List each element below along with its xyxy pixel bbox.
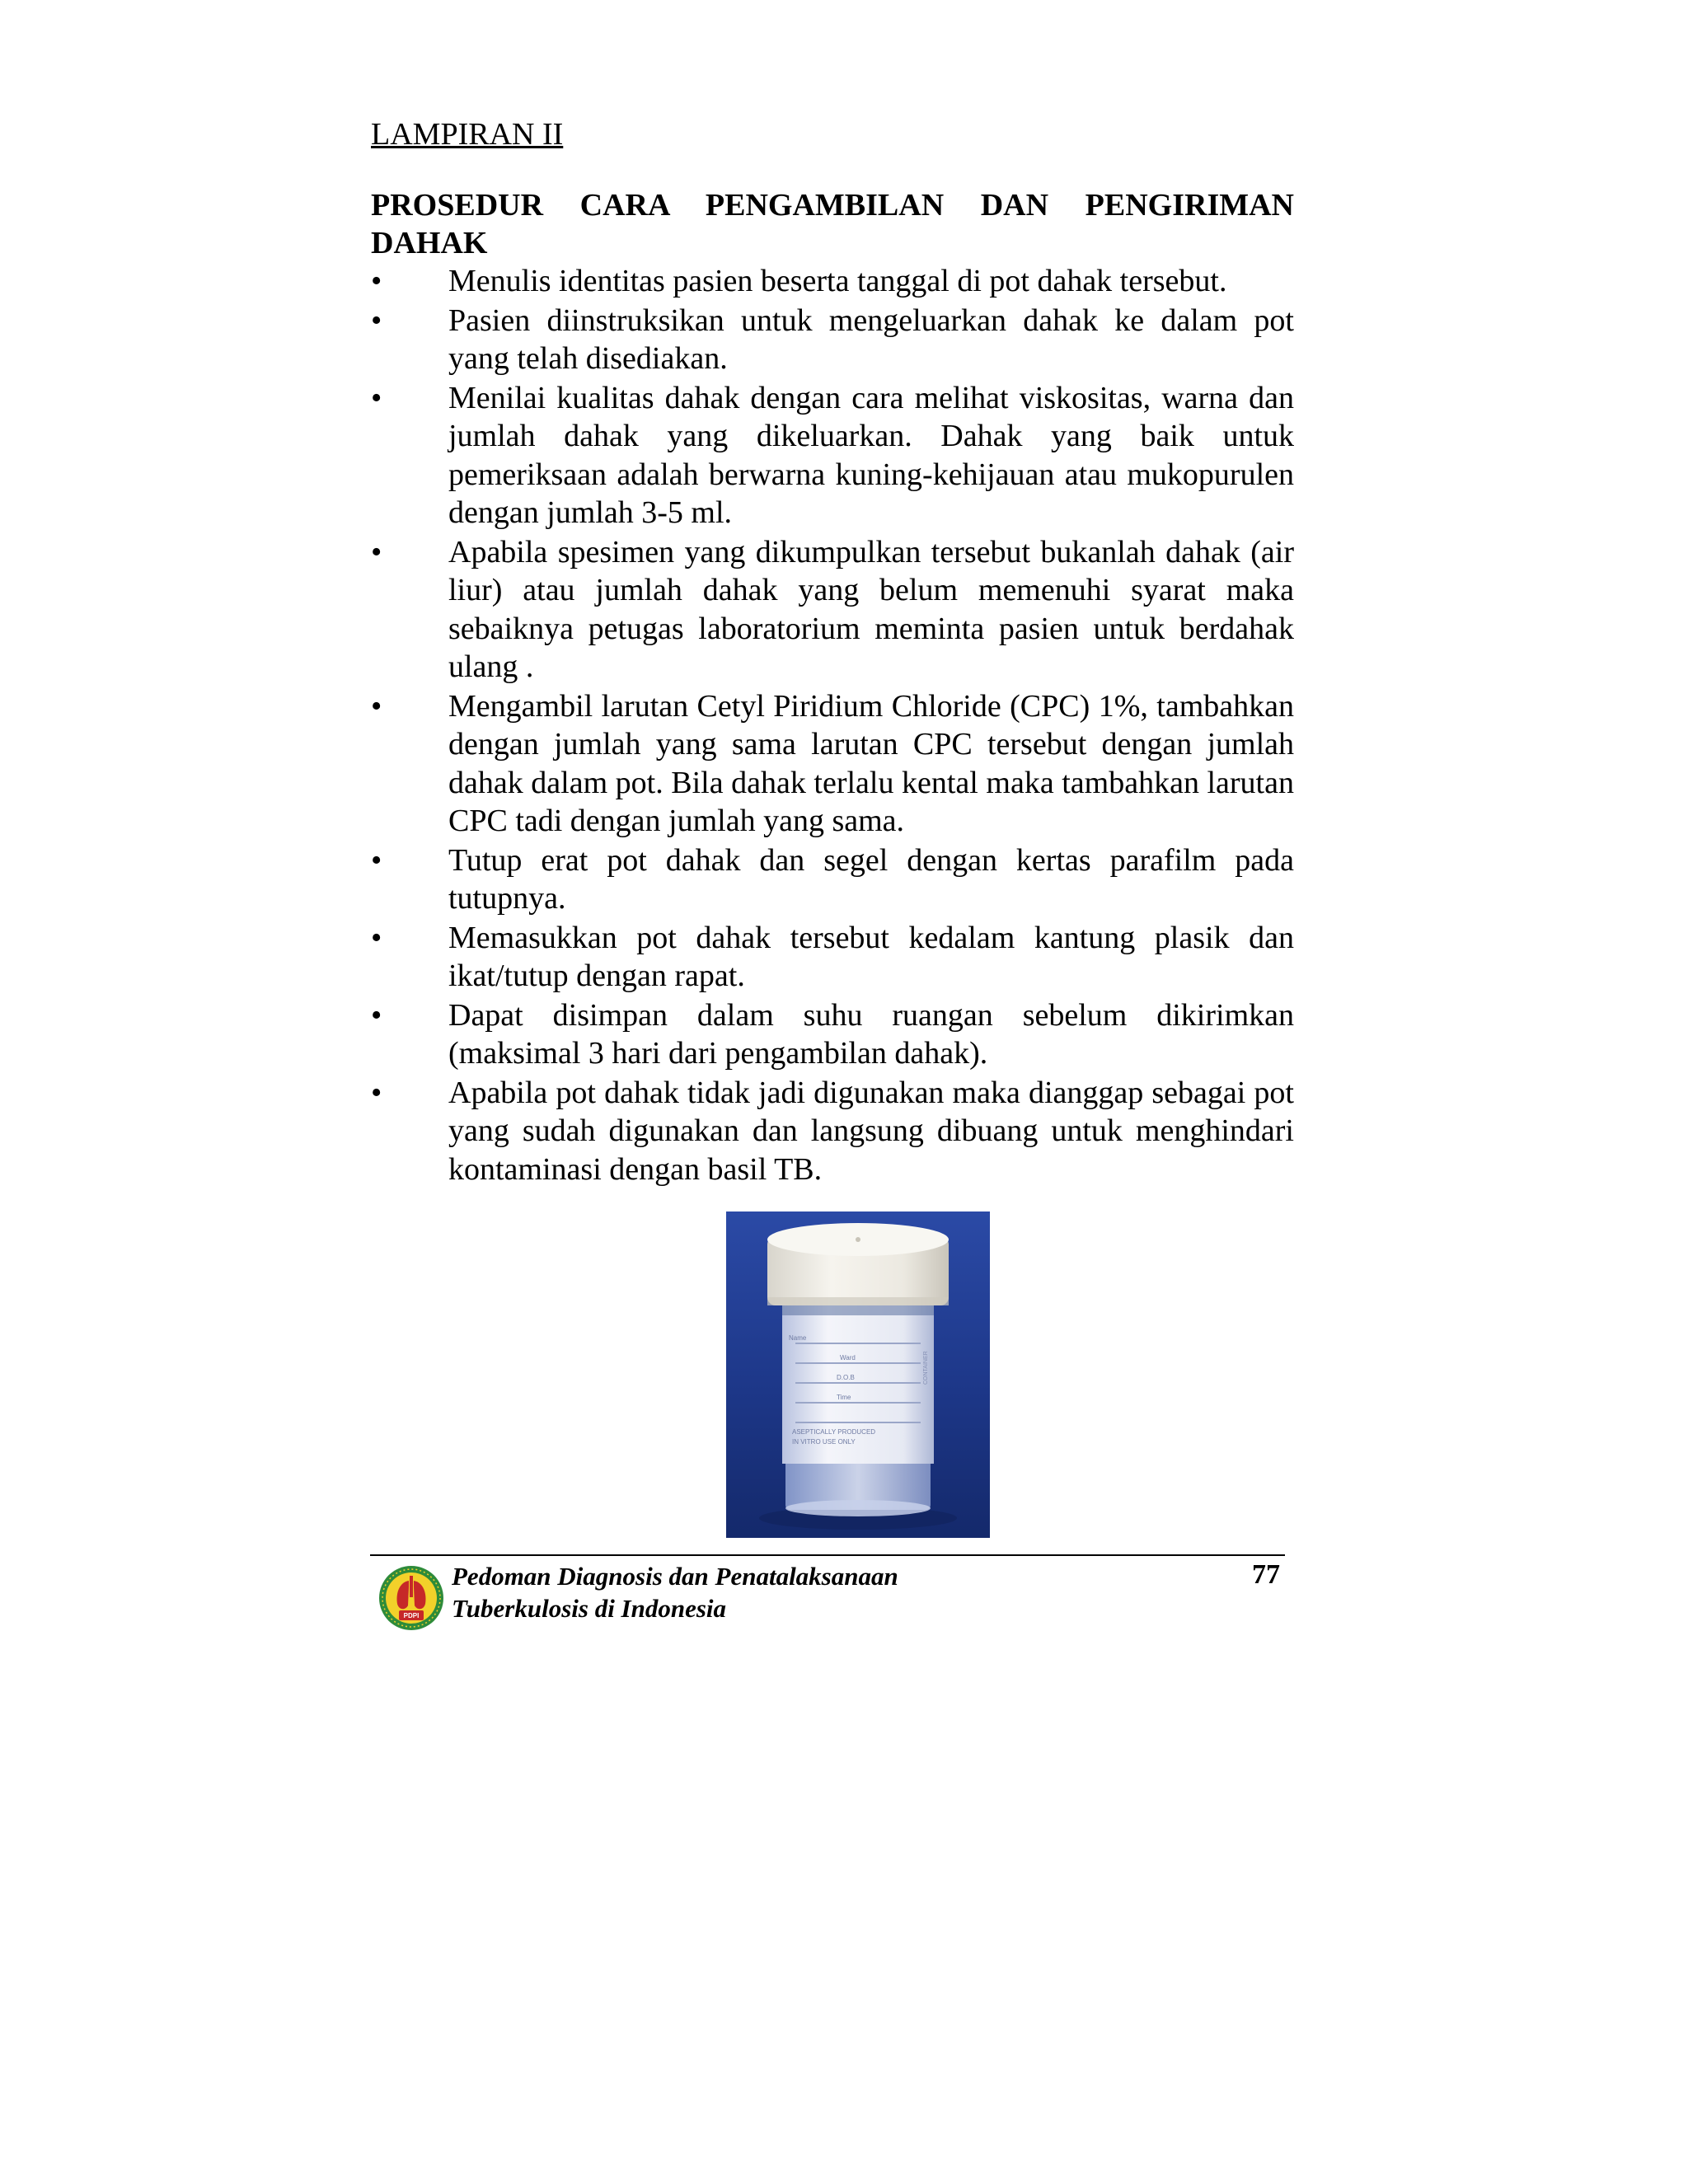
- footer-title-line-1: Pedoman Diagnosis dan Penatalaksanaan: [452, 1562, 898, 1591]
- bullet-icon: •: [371, 264, 382, 298]
- document-title-line-1: PROSEDUR CARA PENGAMBILAN DAN PENGIRIMAN: [371, 188, 1294, 223]
- page-number: 77: [1252, 1559, 1280, 1590]
- footer-title-line-2: Tuberkulosis di Indonesia: [452, 1594, 727, 1623]
- bullet-icon: •: [371, 920, 382, 955]
- document-title-line-2: DAHAK: [371, 226, 488, 260]
- label-notice-1: ASEPTICALLY PRODUCED: [792, 1428, 876, 1436]
- procedure-step: [371, 1074, 1294, 1189]
- footer-rule: [370, 1554, 1285, 1556]
- label-name: Name: [789, 1334, 807, 1342]
- procedure-step-text: Mengambil larutan Cetyl Piridium Chloride (CPC) 1%, tambahkan dengan jumlah yang sama larutan CPC tersebut dengan jumlah dahak dalam pot. Bila dahak terlalu kental maka tambahkan larutan CPC tadi dengan jumlah yang sama.: [448, 688, 1294, 838]
- label-side: CONTAINER: [923, 1351, 929, 1385]
- procedure-step: [371, 379, 1294, 532]
- bullet-icon: •: [371, 534, 382, 569]
- appendix-label: LAMPIRAN II: [371, 117, 564, 152]
- label-dob: D.O.B: [837, 1374, 855, 1381]
- logo-text: PDPI: [403, 1612, 420, 1619]
- bullet-icon: •: [371, 302, 382, 338]
- procedure-step-text: Dapat disimpan dalam suhu ruangan sebelum dikirimkan (maksimal 3 hari dari pengambilan dahak).: [448, 997, 1294, 1071]
- bullet-icon: •: [371, 688, 382, 724]
- procedure-step: [371, 996, 1294, 1073]
- procedure-step: [371, 533, 1294, 687]
- procedure-step-text: Apabila pot dahak tidak jadi digunakan maka dianggap sebagai pot yang sudah digunakan dan langsung dibuang untuk menghindari kontaminasi dengan basil TB.: [448, 1075, 1294, 1187]
- procedure-step-text: Menulis identitas pasien beserta tanggal di pot dahak tersebut.: [448, 264, 1227, 298]
- procedure-step-text: Menilai kualitas dahak dengan cara melihat viskositas, warna dan jumlah dahak yang dikeluarkan. Dahak yang baik untuk pemeriksaan adalah berwarna kuning-kehijauan atau mukopurulen dengan jumlah 3-5 ml.: [448, 380, 1294, 530]
- procedure-step: [371, 919, 1294, 996]
- footer-book-title: [452, 1560, 898, 1624]
- bullet-icon: •: [371, 380, 382, 415]
- procedure-step-text: Tutup erat pot dahak dan segel dengan kertas parafilm pada tutupnya.: [448, 842, 1294, 916]
- procedure-step-text: Pasien diinstruksikan untuk mengeluarkan dahak ke dalam pot yang telah disediakan.: [448, 302, 1294, 376]
- label-ward: Ward: [840, 1354, 856, 1361]
- procedure-step: [371, 302, 1294, 378]
- procedure-step: [371, 841, 1294, 918]
- pot-base-rim: [785, 1500, 931, 1516]
- document-body: [371, 112, 1294, 1189]
- bullet-icon: •: [371, 842, 382, 878]
- procedure-step-text: Apabila spesimen yang dikumpulkan tersebut bukanlah dahak (air liur) atau jumlah dahak yang belum memenuhi syarat maka sebaiknya petugas laboratorium meminta pasien untuk berdahak ulang .: [448, 534, 1294, 684]
- label-time: Time: [837, 1394, 851, 1401]
- pdpi-logo: [377, 1564, 445, 1632]
- label-notice-2: IN VITRO USE ONLY: [792, 1438, 856, 1446]
- sputum-pot-photo: [726, 1212, 990, 1538]
- procedure-step: [371, 262, 1294, 301]
- procedure-step-list: [371, 262, 1294, 1188]
- procedure-step: [371, 687, 1294, 841]
- procedure-step-text: Memasukkan pot dahak tersebut kedalam kantung plasik dan ikat/tutup dengan rapat.: [448, 920, 1294, 993]
- bullet-icon: •: [371, 1075, 382, 1110]
- document-title: [371, 186, 1294, 262]
- bullet-icon: •: [371, 997, 382, 1033]
